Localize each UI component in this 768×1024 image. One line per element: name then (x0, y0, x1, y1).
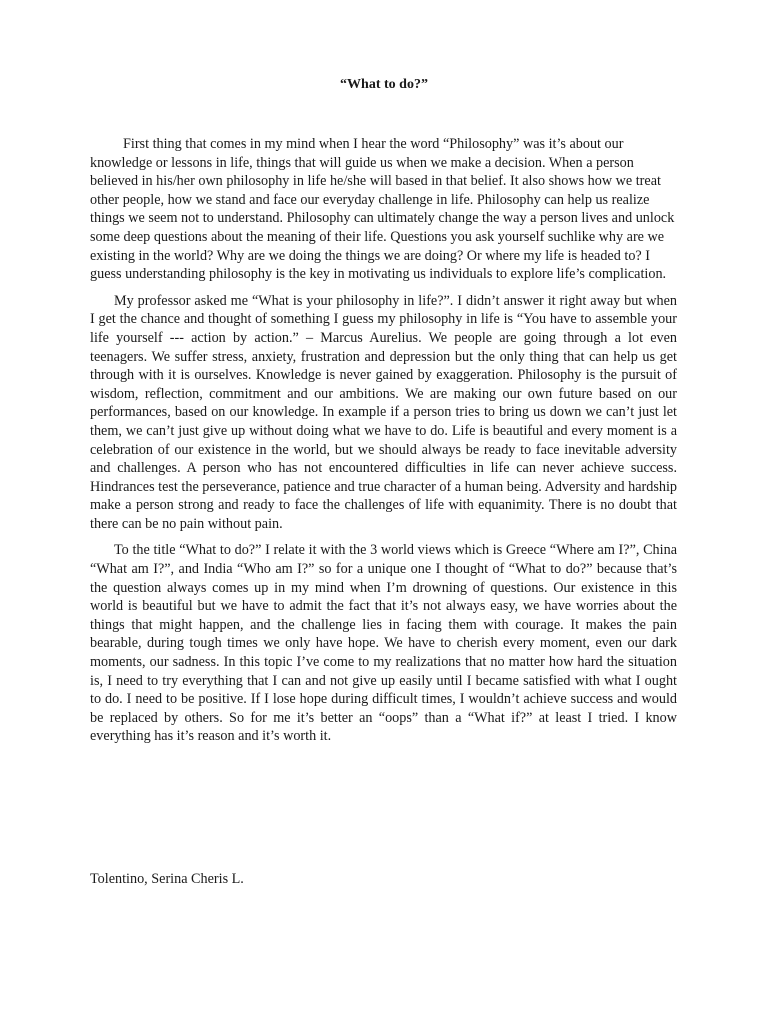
document-body (90, 135, 677, 754)
author-signature: Tolentino, Serina Cheris L. (90, 871, 244, 887)
paragraph-1: First thing that comes in my mind when I hear the word “Philosophy” was it’s about our knowledge or lessons in life, things that will guide us when we make a decision. When a person believed in his/her own philosophy in life he/she will based in that belief. It also shows how we treat other people, how we stand and face our everyday challenge in life. Philosophy can help us realize things we seem not to understand. Philosophy can ultimately change the way a person lives and unlock some deep questions about the meaning of their life. Questions you ask yourself suchlike why are we existing in the world? Why are we doing the things we are doing? Or where my life is headed to? I guess understanding philosophy is the key in motivating us individuals to explore life’s complication. (90, 136, 675, 283)
paragraph-2: My professor asked me “What is your philosophy in life?”. I didn’t answer it right away but when I get the chance and thought of something I guess my philosophy in life is “You have to assemble your life yourself --- action by action.” – Marcus Aurelius. We people are going through a lot even teenagers. We suffer stress, anxiety, frustration and depression but the only thing that can help us get through with it is ourselves. Knowledge is never gained by exaggeration. Philosophy is the pursuit of wisdom, reflection, commitment and our ambitions. We are making our own future based on our performances, based on our knowledge. In example if a person tries to bring us down we can’t just let them, we can’t just give up without doing what we have to do. Life is beautiful and every moment is a celebration of our existence in the world, but we should always be ready to face inevitable adversity and challenges. A person who has not encountered difficulties in life can never achieve success. Hindrances test the perseverance, patience and true character of a human being. Adversity and hardship make a person strong and ready to face the challenges of life with equanimity. There is no doubt that there can be no pain without pain. (90, 292, 677, 532)
paragraph-3: To the title “What to do?” I relate it with the 3 world views which is Greece “Where am I?”, China “What am I?”, and India “Who am I?” so for a unique one I thought of “What to do?” because that’s the question always comes up in my mind when I’m drowning of questions. Our existence in this world is beautiful but we have to admit the fact that it’s not always easy, we have worries about the things that might happen, and the challenge lies in facing them with courage. It makes the pain bearable, during tough times we only have hope. We have to cherish every moment, even our dark moments, our sadness. In this topic I’ve come to my realizations that no matter how hard the situation is, I need to try everything that I can and not give up easily until I became satisfied with what I ought to do. I need to be positive. If I lose hope during difficult times, I wouldn’t achieve success and would be replaced by others. So for me it’s better an “oops” than a “What if?” at least I tried. I know everything has it’s reason and it’s worth it. (90, 542, 677, 745)
document-title: “What to do?” (340, 77, 428, 92)
